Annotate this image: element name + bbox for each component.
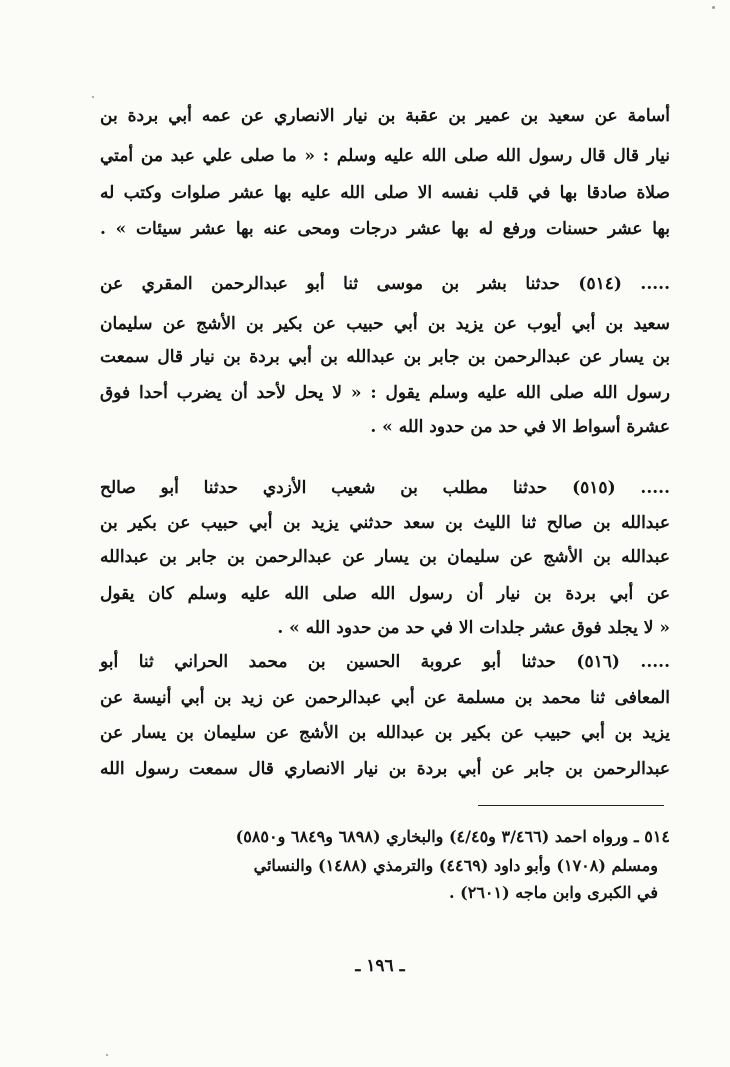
text-line: رسول الله صلى الله عليه وسلم يقول : « لا يحل لأحد أن يضرب أحدا فوق [100,383,670,403]
scan-speck [92,96,94,98]
scan-speck [712,6,715,9]
text-line: أسامة عن سعيد بن عمير بن عقبة بن نيار الانصاري عن عمه أبي بردة بن [100,106,671,126]
text-line: بها عشر حسنات ورفع له بها عشر درجات ومحى عنه بها عشر سيئات » . [100,219,670,239]
page-number: ـ ١٩٦ ـ [355,956,405,976]
footnote-line: في الكبرى وابن ماجه (٢٦٠١) . [449,883,658,902]
text-line: عبدالرحمن بن جابر عن أبي بردة بن نيار الانصاري قال سمعت رسول الله [100,759,670,779]
text-line: صلاة صادقا بها في قلب نفسه الا صلى الله عليه بها عشر صلوات وكتب له [100,183,670,203]
text-line: بن يسار عن عبدالرحمن بن جابر بن عبدالله بن أبي بردة بن نيار قال سمعت [100,347,670,367]
scan-speck [106,1054,108,1056]
text-line: ..... (٥١٥) حدثنا مطلب بن شعيب الأزدي حدثنا أبو صالح [100,478,670,498]
text-line: « لا يجلد فوق عشر جلدات الا في حد من حدود الله » . [277,618,670,638]
text-line: المعافى ثنا محمد بن مسلمة عن أبي عبدالرحمن عن زيد بن أبي أنيسة عن [100,688,670,708]
footnote-line: ٥١٤ ـ ورواه احمد (٣/٤٦٦ و٤/٤٥) والبخاري (٦٨٩٨ و٦٨٤٩ و٥٨٥٠) [235,827,670,846]
text-line: عشرة أسواط الا في حد من حدود الله » . [370,417,670,437]
text-line: ..... (٥١٦) حدثنا أبو عروبة الحسين بن محمد الحراني ثنا أبو [100,652,670,672]
text-line: نيار قال قال رسول الله صلى الله عليه وسلم : « ما صلى علي عبد من أمتي [100,146,670,166]
text-line: عبدالله بن صالح ثنا الليث بن سعد حدثني يزيد بن أبي حبيب عن بكير بن [100,513,670,533]
text-line: ..... (٥١٤) حدثنا بشر بن موسى ثنا أبو عبدالرحمن المقري عن [100,274,670,294]
text-line: سعيد بن أبي أيوب عن يزيد بن أبي حبيب عن بكير بن الأشج عن سليمان [100,314,670,334]
footnote-separator [478,805,664,806]
footnote-line: ومسلم (١٧٠٨) وأبو داود (٤٤٦٩) والترمذي (١٤٨٨) والنسائي [253,856,658,875]
text-line: عن أبي بردة بن نيار أن رسول الله صلى الله عليه وسلم كان يقول [100,584,670,604]
text-line: يزيد بن أبي حبيب عن بكير بن عبدالله بن الأشج عن سليمان بن يسار عن [100,723,670,743]
text-line: عبدالله بن الأشج عن سليمان بن يسار عن عبدالرحمن بن جابر بن عبدالله [100,547,670,567]
